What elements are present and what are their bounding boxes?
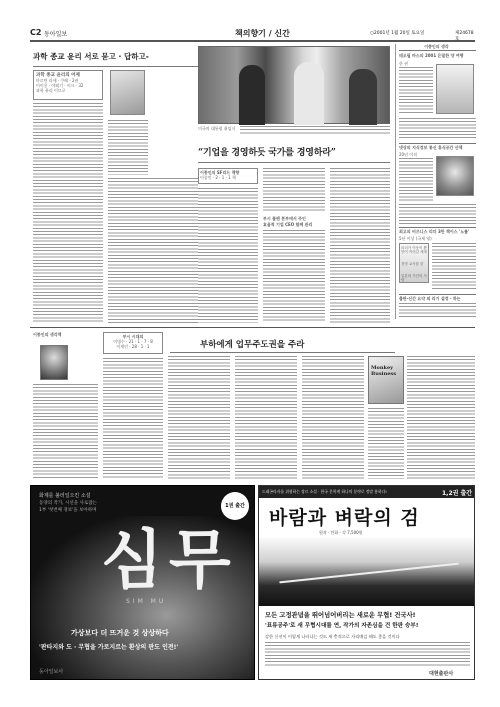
sidebar-text — [399, 303, 476, 319]
photo-figure — [294, 62, 324, 125]
ad-left-copy: 1부 '첫번째 경보'을 보아하며 — [39, 508, 97, 513]
feature-headline: 과학 종교 윤리 서로 묻고 · 답하고- — [33, 52, 149, 61]
column-book-box — [103, 332, 163, 354]
sidebar-cover-text: 리더가 이웃이 뿐만이 이어갈 세계 — [401, 246, 427, 254]
sidebar-book-tag: 한 권 — [399, 61, 408, 66]
photo-figure — [239, 65, 265, 125]
feature-text-col — [108, 178, 198, 323]
main-subhead: 부시 플랜 본부에서 주인 — [263, 216, 306, 221]
ad-left-copy: 동양의 작가, 시선을 사로잡는 — [39, 501, 97, 506]
sidebar-text — [399, 204, 476, 224]
main-text-col — [198, 188, 258, 323]
ad-right-blurb: 모든 고정관념을 뛰어넘어버리는 새로운 무협! 건국사! — [265, 612, 416, 619]
feature-book-box — [33, 70, 103, 100]
feature-rule — [33, 66, 198, 67]
ad-right-text — [265, 642, 470, 666]
sidebar-book-tag: 5년 이상 (국제 영) — [399, 236, 432, 241]
main-text-col — [263, 230, 325, 323]
sidebar-book-title: 최고의 비즈니스 리더 3만 책이스 '노를' — [399, 229, 470, 234]
sidebar-text — [432, 243, 476, 291]
sidebar-rule — [399, 143, 476, 144]
main-box-title: 이종인의 SF리드 책향 — [200, 170, 240, 175]
sidebar-book-title: 넷상의 지식정보 통신 휴식공간 산책 — [399, 145, 463, 150]
sidebar-book-tag: 20년 이적 — [399, 152, 417, 157]
sidebar-text — [399, 158, 433, 203]
feature-text-col — [33, 103, 103, 323]
column-text — [33, 384, 98, 479]
main-text-col — [263, 168, 325, 213]
ad-right[interactable] — [258, 485, 475, 680]
photo-caption: 미국의 대통령 취임식 — [198, 126, 236, 131]
feature-book-line: 과학 윤리 이므로 — [36, 88, 66, 93]
lower-book-cover — [368, 356, 404, 404]
main-book-box — [198, 168, 258, 184]
ad-left[interactable] — [30, 485, 255, 680]
lower-text-col — [368, 408, 404, 479]
column-box-title: 부시 시대의 — [122, 334, 144, 339]
ad-left-badge-text: 1권 출간 — [225, 503, 245, 509]
issue-date: ○2001년 1월 20일 토요일 — [370, 31, 425, 36]
ad-right-byline: 원작 · 만화 · 각 7,500원 — [319, 530, 363, 535]
ad-left-badge — [221, 492, 249, 520]
lower-text-col — [302, 356, 364, 479]
lower-text-col — [235, 356, 297, 479]
column-label: 이종인의 생각책 — [33, 332, 62, 337]
ad-left-title: 심무 — [101, 523, 237, 598]
columnist-portrait — [40, 345, 68, 380]
feature-book-line: 이이옹 · 야외기 · 이크 · 32 — [36, 83, 84, 88]
photo-caption-lines — [240, 126, 390, 134]
sidebar-book-title: 테오필 마스의 2001 은밀한 양 여행 — [399, 53, 464, 58]
ad-right-title: 바람과 벼락의 검 — [269, 507, 420, 529]
ad-right-blurb: '표류공주'로 새 무협시대를 연, 작가의 자존심을 건 한판 승부! — [265, 623, 419, 629]
page-header — [30, 28, 475, 40]
main-subhead: 효율적 기업 CEO 함께 관리 — [263, 222, 313, 227]
sidebar — [395, 44, 475, 319]
sidebar-text — [399, 67, 433, 115]
feature-book-title: 과학 종교 윤리의 어제 — [36, 73, 80, 78]
ad-right-blurb: 강한 신선이 이렇게 나타나는 것도 새 충격으로 자리매김 해도 좋을 것이다 — [265, 634, 400, 639]
sidebar-label: 이종인의 생각 — [424, 44, 449, 49]
feature-text-col — [108, 120, 148, 175]
sidebar-text — [399, 118, 476, 140]
column-box-line: 이명수 · 21 · 1 · 7 · 8 — [113, 339, 153, 344]
sidebar-cover-text: 일본의 기간의 사람 — [401, 274, 427, 282]
lower-text-col — [168, 356, 230, 479]
main-rule — [198, 162, 390, 163]
header-rule — [30, 40, 475, 42]
lower-rule — [170, 352, 395, 353]
feature-book-cover — [110, 70, 145, 115]
ad-right-illustration — [259, 538, 475, 606]
ad-left-kicker: 화제를 불러일으킨 소설 — [39, 493, 91, 499]
sidebar-rule — [399, 227, 476, 228]
feature-book-line: 마르틴 라세 · 쿠레 · 2권 — [36, 78, 79, 83]
sidebar-cover-text: 경영 교사를 한 — [401, 262, 424, 266]
photo-figure — [349, 69, 377, 125]
sidebar-book-title: 출판·신간 요약 외 리기 설정 · 하는 — [399, 296, 461, 301]
ad-left-slogan: 가상보다 더 뜨거운 것 상상하다 — [71, 629, 169, 637]
sidebar-book-cover — [399, 243, 429, 283]
sidebar-book-cover — [436, 64, 474, 114]
ad-right-publisher: 대현출판사 — [429, 671, 454, 677]
lower-book-title-en: Monkey Business — [371, 365, 397, 377]
ad-right-sword — [279, 563, 458, 584]
sidebar-rule — [399, 50, 476, 51]
news-photo — [198, 46, 390, 124]
main-headline: “기업을 경영하듯 국가를 경영하라” — [198, 148, 336, 158]
section-title: 책의향기 / 신간 — [235, 29, 290, 38]
lower-text-col — [407, 356, 475, 479]
page-number: C2 — [30, 28, 42, 37]
ad-left-title-en: SIM MU — [126, 598, 167, 605]
lower-headline: 부하에게 업무주도권을 주라 — [200, 340, 305, 350]
ad-right-kicker: 드래곤라자를 위협하는 장르 소설 · 한국 문학계 하나의 분야로 정말 흥하다! — [262, 489, 387, 494]
ad-left-slogan: '판타지와 도 · 무협을 가로지르는 환상의 판도 인전!' — [39, 644, 179, 651]
main-text-col — [330, 168, 390, 323]
ad-left-publisher: 동아일보사 — [39, 669, 64, 675]
issue-number: 제24678 — [455, 31, 474, 36]
sidebar-portrait — [436, 156, 474, 196]
sidebar-rule — [399, 294, 476, 295]
section-divider — [30, 327, 475, 328]
column-text — [103, 358, 163, 479]
main-box-sub: 이종인 · 2 · 1 · 1 책 — [200, 175, 236, 180]
column-box-line: 이재인 · 28 · 1 · 1 — [116, 344, 150, 349]
newspaper-name: 동아일보 — [44, 31, 68, 38]
ad-right-badge: 1,2권 출간 — [442, 490, 473, 497]
